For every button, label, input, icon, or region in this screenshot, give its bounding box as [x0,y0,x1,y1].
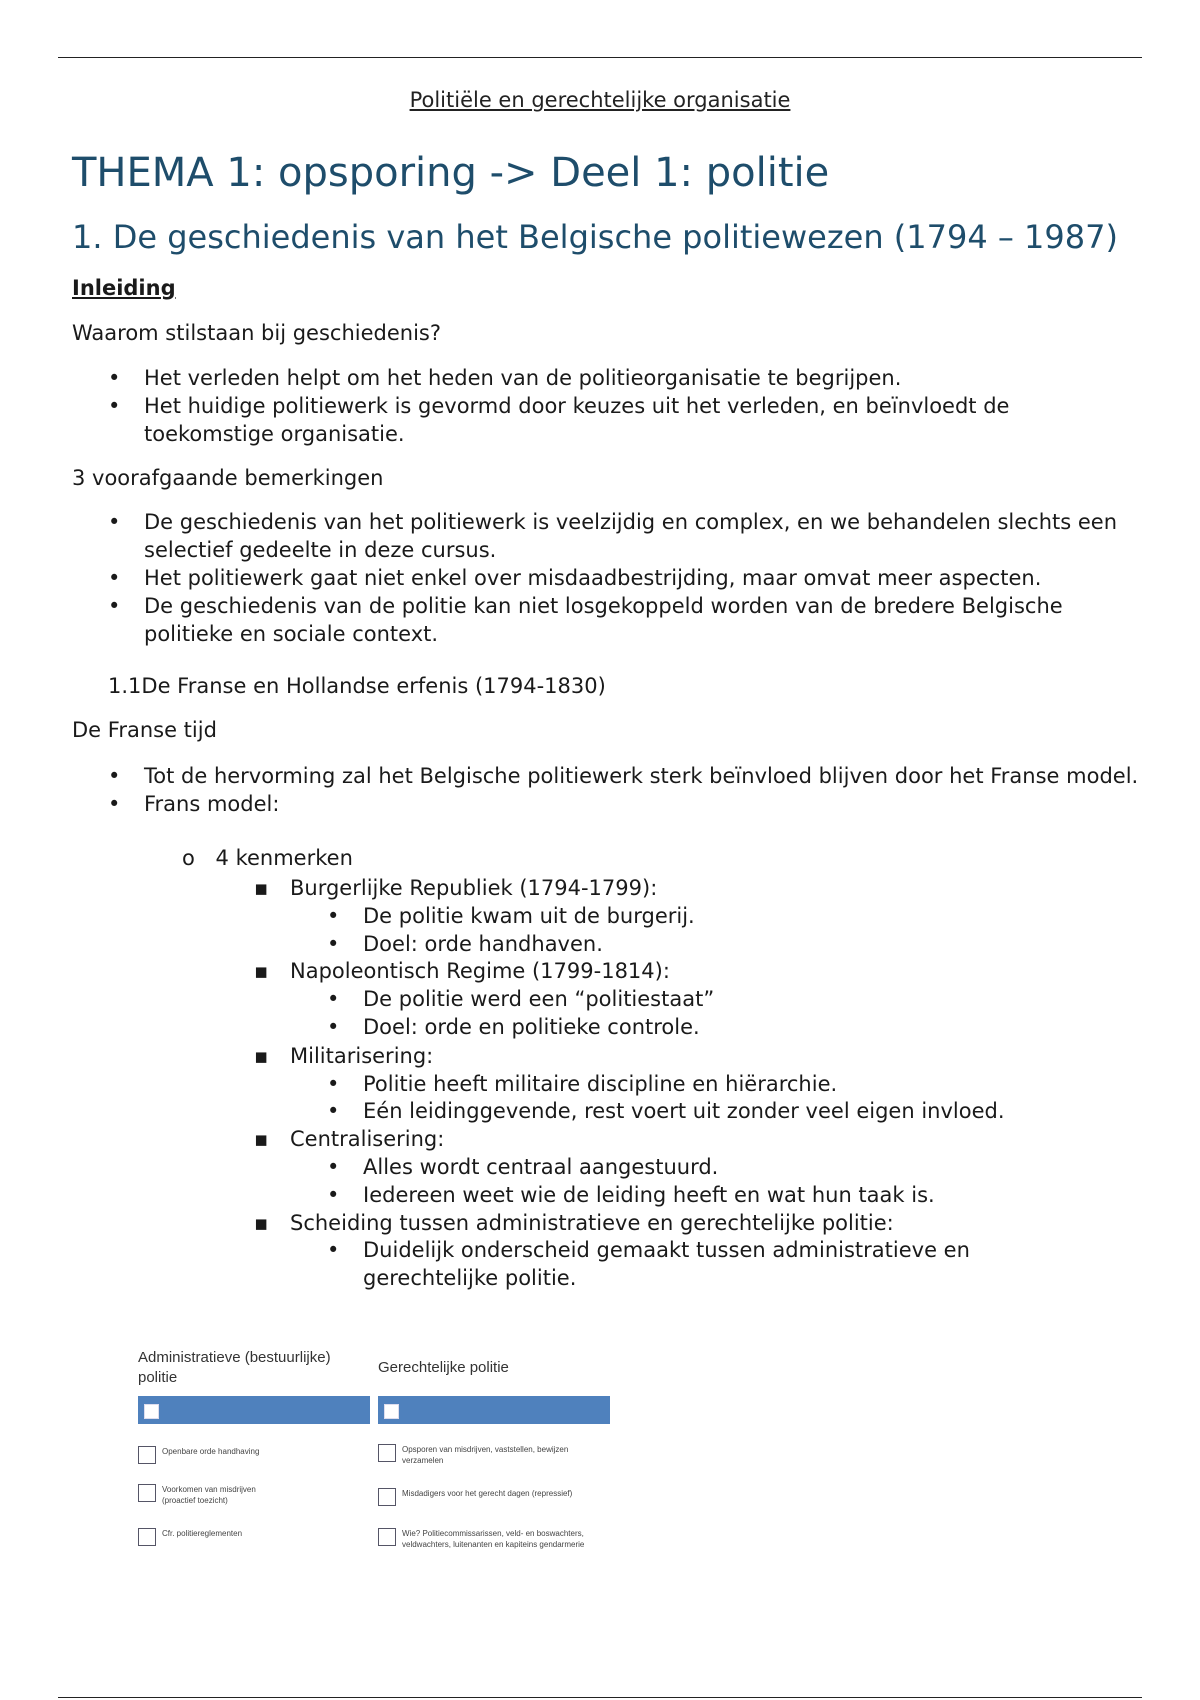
heading-1: THEMA 1: opsporing -> Deel 1: politie [72,150,830,196]
checkbox-icon [138,1446,156,1464]
square-bullet-icon: ▪ [254,1044,269,1068]
figure-right-header: Gerechtelijke politie [378,1359,509,1376]
list-item: • Het politiewerk gaat niet enkel over misdaadbestrijding, maar omvat meer aspecten. [108,566,1042,590]
checkbox-icon [138,1528,156,1546]
figure-left-item: Openbare orde handhaving [138,1446,367,1457]
bullet-icon: • [327,1072,340,1096]
document-title: Politiële en gerechtelijke organisatie [409,88,791,112]
kenmerk-point: • Doel: orde en politieke controle. [327,1015,700,1039]
kenmerk-point: • Politie heeft militaire discipline en hiërarchie. [327,1072,838,1096]
kenmerk-title: ▪ Napoleontisch Regime (1799-1814): [254,959,670,983]
bullet-icon: • [327,987,340,1011]
square-bullet-icon: ▪ [254,959,269,983]
kenmerk-point: • Eén leidinggevende, rest voert uit zonder veel eigen invloed. [327,1099,1005,1123]
list-item: • Het huidige politiewerk is gevormd door keuzes uit het verleden, en beïnvloedt de toekomstige organisatie. [108,394,1010,446]
bullet-icon: • [327,1099,340,1123]
circle-marker-icon: o [182,846,195,870]
square-bullet-icon: ▪ [254,876,269,900]
kenmerk-title: ▪ Scheiding tussen administratieve en gerechtelijke politie: [254,1211,894,1235]
bullet-icon: • [327,1155,340,1179]
figure-left-item: Voorkomen van misdrijven (proactief toezicht) [138,1484,272,1506]
list-item: • Tot de hervorming zal het Belgische politiewerk sterk beïnvloed blijven door het Franse model. [108,764,1139,788]
bullet-icon: • [327,904,340,928]
bullet-icon: • [108,366,121,390]
why-question: Waarom stilstaan bij geschiedenis? [72,321,442,345]
figure-column-administratief [138,1348,370,1538]
kenmerk-point: • Alles wordt centraal aangestuurd. [327,1155,719,1179]
figure-left-header: Administratieve (bestuurlijke) politie [138,1349,331,1386]
kenmerk-title: ▪ Militarisering: [254,1044,434,1068]
list-item: • De geschiedenis van de politie kan niet losgekoppeld worden van de bredere Belgische politieke en sociale context. [108,594,1063,646]
bullet-icon: • [108,764,121,788]
figure-right-item: Wie? Politiecommissarissen, veld- en boswachters, veldwachters, luitenanten en kapiteins gendarmerie [378,1528,592,1550]
square-bullet-icon: ▪ [254,1127,269,1151]
bullet-icon: • [108,394,121,418]
checkbox-icon [144,1404,159,1419]
checkbox-icon [138,1484,156,1502]
checkbox-icon [384,1404,399,1419]
why-bullet-list [72,364,1194,448]
bullet-icon: • [108,566,121,590]
kenmerk-point: • De politie kwam uit de burgerij. [327,904,695,928]
section-heading: 1.1De Franse en Hollandse erfenis (1794-1830) [108,674,606,698]
franse-bullet-list [72,762,1194,818]
list-item: • Het verleden helpt om het heden van de politieorganisatie te begrijpen. [108,366,902,390]
kenmerk-point: • Iedereen weet wie de leiding heeft en wat hun taak is. [327,1183,935,1207]
remarks-bullet-list [72,508,1194,648]
figure-left-item: Cfr. politiereglementen [138,1528,367,1539]
bullet-icon: • [327,1183,340,1207]
bottom-rule [58,1697,1142,1698]
figure-left-band [138,1396,370,1424]
franse-tijd-heading: De Franse tijd [72,718,217,742]
square-bullet-icon: ▪ [254,1211,269,1235]
bullet-icon: • [108,510,121,534]
kenmerk-title: ▪ Centralisering: [254,1127,445,1151]
list-item: • De geschiedenis van het politiewerk is veelzijdig en complex, en we behandelen slechts een selectief gedeelte in deze cursus. [108,510,1118,562]
kenmerk-point: • De politie werd een “politiestaat” [327,987,715,1011]
kenmerken-line: o 4 kenmerken [182,846,353,870]
figure-right-item: Opsporen van misdrijven, vaststellen, bewijzen verzamelen [378,1444,597,1466]
list-item: • Frans model: [108,792,280,816]
figure-right-band [378,1396,610,1424]
remarks-title: 3 voorafgaande bemerkingen [72,466,384,490]
checkbox-icon [378,1528,396,1546]
comparison-figure [138,1348,618,1563]
bullet-icon: • [108,594,121,618]
checkbox-icon [378,1488,396,1506]
heading-2: 1. De geschiedenis van het Belgische politiewezen (1794 – 1987) [72,218,1118,256]
top-rule [58,57,1142,58]
bullet-icon: • [327,1238,340,1262]
kenmerk-point: • Doel: orde handhaven. [327,932,603,956]
kenmerk-title: ▪ Burgerlijke Republiek (1794-1799): [254,876,658,900]
inleiding-heading: Inleiding [72,276,176,300]
kenmerk-point: • Duidelijk onderscheid gemaakt tussen administratieve en gerechtelijke politie. [327,1238,970,1290]
figure-right-item: Misdadigers voor het gerecht dagen (repressief) [378,1488,607,1499]
bullet-icon: • [327,932,340,956]
checkbox-icon [378,1444,396,1462]
figure-column-gerechtelijk [378,1348,610,1549]
bullet-icon: • [327,1015,340,1039]
bullet-icon: • [108,792,121,816]
